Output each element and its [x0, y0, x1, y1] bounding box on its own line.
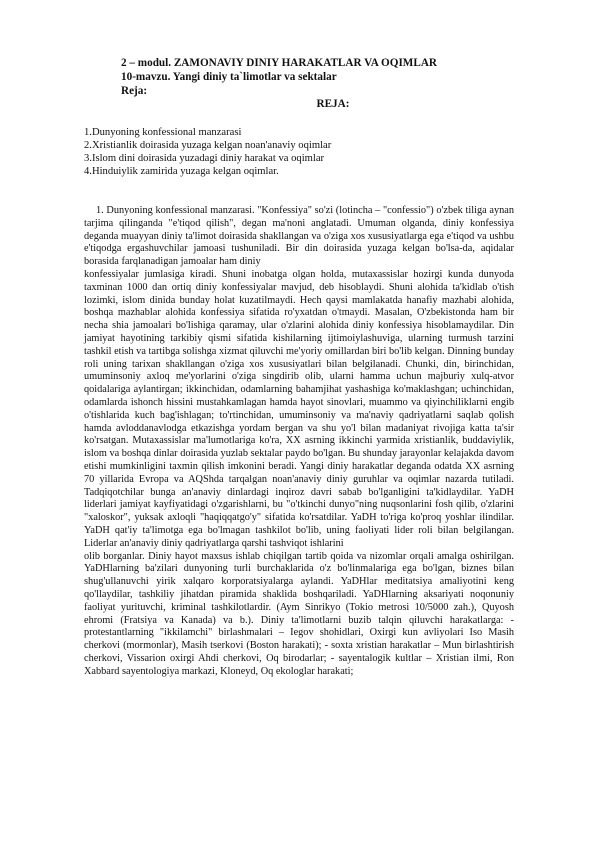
body-text	[84, 205, 514, 678]
topic-title: 10-mavzu. Yangi diniy ta`limotlar va sektalar	[121, 71, 337, 83]
paragraph: konfessiyalar jumlasiga kiradi. Shuni inobatga olgan holda, mutaxassislar hozirgi kunda dunyoda taxminan 1000 dan ortiq diniy konfessiyalar mavjud, deb hisoblaydi. Shuni alohida ta'kidlab o'tish lozimki, islom dinida bunday holat kuzatilmaydi. Hech qaysi mamlakatda hanafiy mazhabi alohida, boshqa mazhablar alohida konfessiya sifatida ro'yxatdan o'tmaydi. Masalan, O'zbekistonda ham bir necha shia jamoalari bo'lishiga qaramay, ular o'zlarini alohida diniy konfessiya hisoblamaydilar. Din jamiyat hayotining tarkibiy qismi sifatida kishilarning ijtimoiylashuviga, ularning turmush tarzini tashkil etish va tartibga solishga xizmat qiluvchi me'yoriy omillardan biri bo'lib kelgan. Dinning bunday roli uning tarixan shakllangan o'ziga xos xususiyatlari bilan belgilanadi. Chunki, din, birinchidan, umuminsoniy axloq me'yorlarini o'ziga singdirib olib, ularni hamma uchun majburiy xulq-atvor qoidalariga aylantirgan; ikkinchidan, odamlarning bahamjihat yashashiga ko'maklashgan; uchinchidan, odamlarda ishonch hissini mustahkamlagan hamda hayot sinovlari, muammo va qiyinchiliklarni engib o'tishlarida kuch bag'ishlagan; to'rtinchidan, umuminsoniy va ma'naviy qadriyatlarni saqlab qolish hamda avloddanavlodga etkazishga yordam bergan va shu yo'l bilan madaniyat rivojiga katta ta'sir ko'rsatgan. Mutaxassislar ma'lumotlariga ko'ra, XX asrning ikkinchi yarmida xristianlik, buddaviylik, islom va boshqa dinlar doirasida yuzlab sektalar paydo bo'lgan. Bu shunday jarayonlar kelajakda davom etishi mumkinligini taxmin qilish imkonini beradi. Yangi diniy harakatlar deganda odatda XX asrning 70 yillarida Evropa va AQShda tarqalgan noan'anaviy diniy guruhlar va oqimlar nazarda tutiladi. Tadqiqotchilar bunga an'anaviy dinlardagi inqiroz davri sabab bo'lganligini ta'kidlaydilar. YaDH liderlari jamiyat kayfiyatidagi o'zgarishlarni, bu "o'tkinchi dunyo"ning nuqsonlarini fosh qilib, o'zlarini "xaloskor", yuksak axloqli "haqiqqatgo'y" sifatida ko'rsatdilar. YaDH to'riga ko'proq yoshlar ilindilar. YaDH qat'iy ta'limotga ega bo'lmagan tashkilot bo'lib, uning faoliyati lider roli bilan belgilangan. Liderlar an'anaviy diniy qadriyatlarga qarshi tashviqot ishlarini	[84, 268, 514, 549]
module-title: 2 – modul. ZAMONAVIY DINIY HARAKATLAR VA OQIMLAR	[121, 57, 437, 69]
plan-item: 2.Xristianlik doirasida yuzaga kelgan noan'anaviy oqimlar	[84, 140, 332, 151]
plan-label: Reja:	[121, 85, 148, 97]
plan-item: 4.Hinduiylik zamirida yuzaga kelgan oqimlar.	[84, 166, 279, 177]
plan-list	[84, 126, 331, 178]
plan-item: 1.Dunyoning konfessional manzarasi	[84, 127, 242, 138]
paragraph: 1. Dunyoning konfessional manzarasi. "Konfessiya" so'zi (lotincha – "confessio") o'zbek tiliga aynan tarjima qilinganda "e'tiqod qilish", degan ma'noni anglatadi. Umuman olganda, diniy konfessiya deganda muayyan diniy ta'limot doirasida shakllangan va o'ziga xos xususiyatlarga ega e'tiqod va ushbu e'tiqodga ergashuvchilar jamoasi tushuniladi. Bir din doirasida yuzaga kelgan bo'lsa-da, aqidalar borasida farqlanadigan jamoalar ham diniy	[84, 205, 514, 268]
plan-item: 3.Islom dini doirasida yuzadagi diniy harakat va oqimlar	[84, 153, 325, 164]
document-header	[121, 56, 437, 98]
paragraph: olib borganlar. Diniy hayot maxsus ishlab chiqilgan tartib qoida va nizomlar orqali amalga oshirilgan. YaDHlarning ba'zilari dunyoning turli burchaklarida o'z bo'linmalariga ega bo'lgan, biznes bilan shug'ullanuvchi yirik xalqaro korporatsiyalarga aylandi. YaDHlar meditatsiya amaliyotini keng qo'llaydilar, tashkiliy jihatdan piramida shaklida boshqariladi. YaDHlarning aksariyati noqonuniy faoliyat yurituvchi, kriminal tashkilotlardir. (Aym Sinrikyo (Tokio metrosi 10/5000 zah.), Quyosh ehromi (Fratsiya va Kanada) va b.). Diniy ta'limotlarni buzib talqin qiluvchi harakatlarga: - protestantlarning "ikkilamchi" birlashmalari – Iegov shohidlari, Oxirgi kun avliyolari Iso Masih cherkovi (mormonlar), Masih tserkovi (Boston harakati); - soxta xristian harakatlar – Mun birlashtirish cherkovi, Vissarion oxirgi Ahdi cherkovi, Oq birodarlar; - sayentalogik kultlar – Xristian ilmi, Ron Xabbard sayentologiya markazi, Kloneyd, Oq ekologlar harakati;	[84, 550, 514, 677]
reja-heading: REJA:	[316, 98, 350, 110]
